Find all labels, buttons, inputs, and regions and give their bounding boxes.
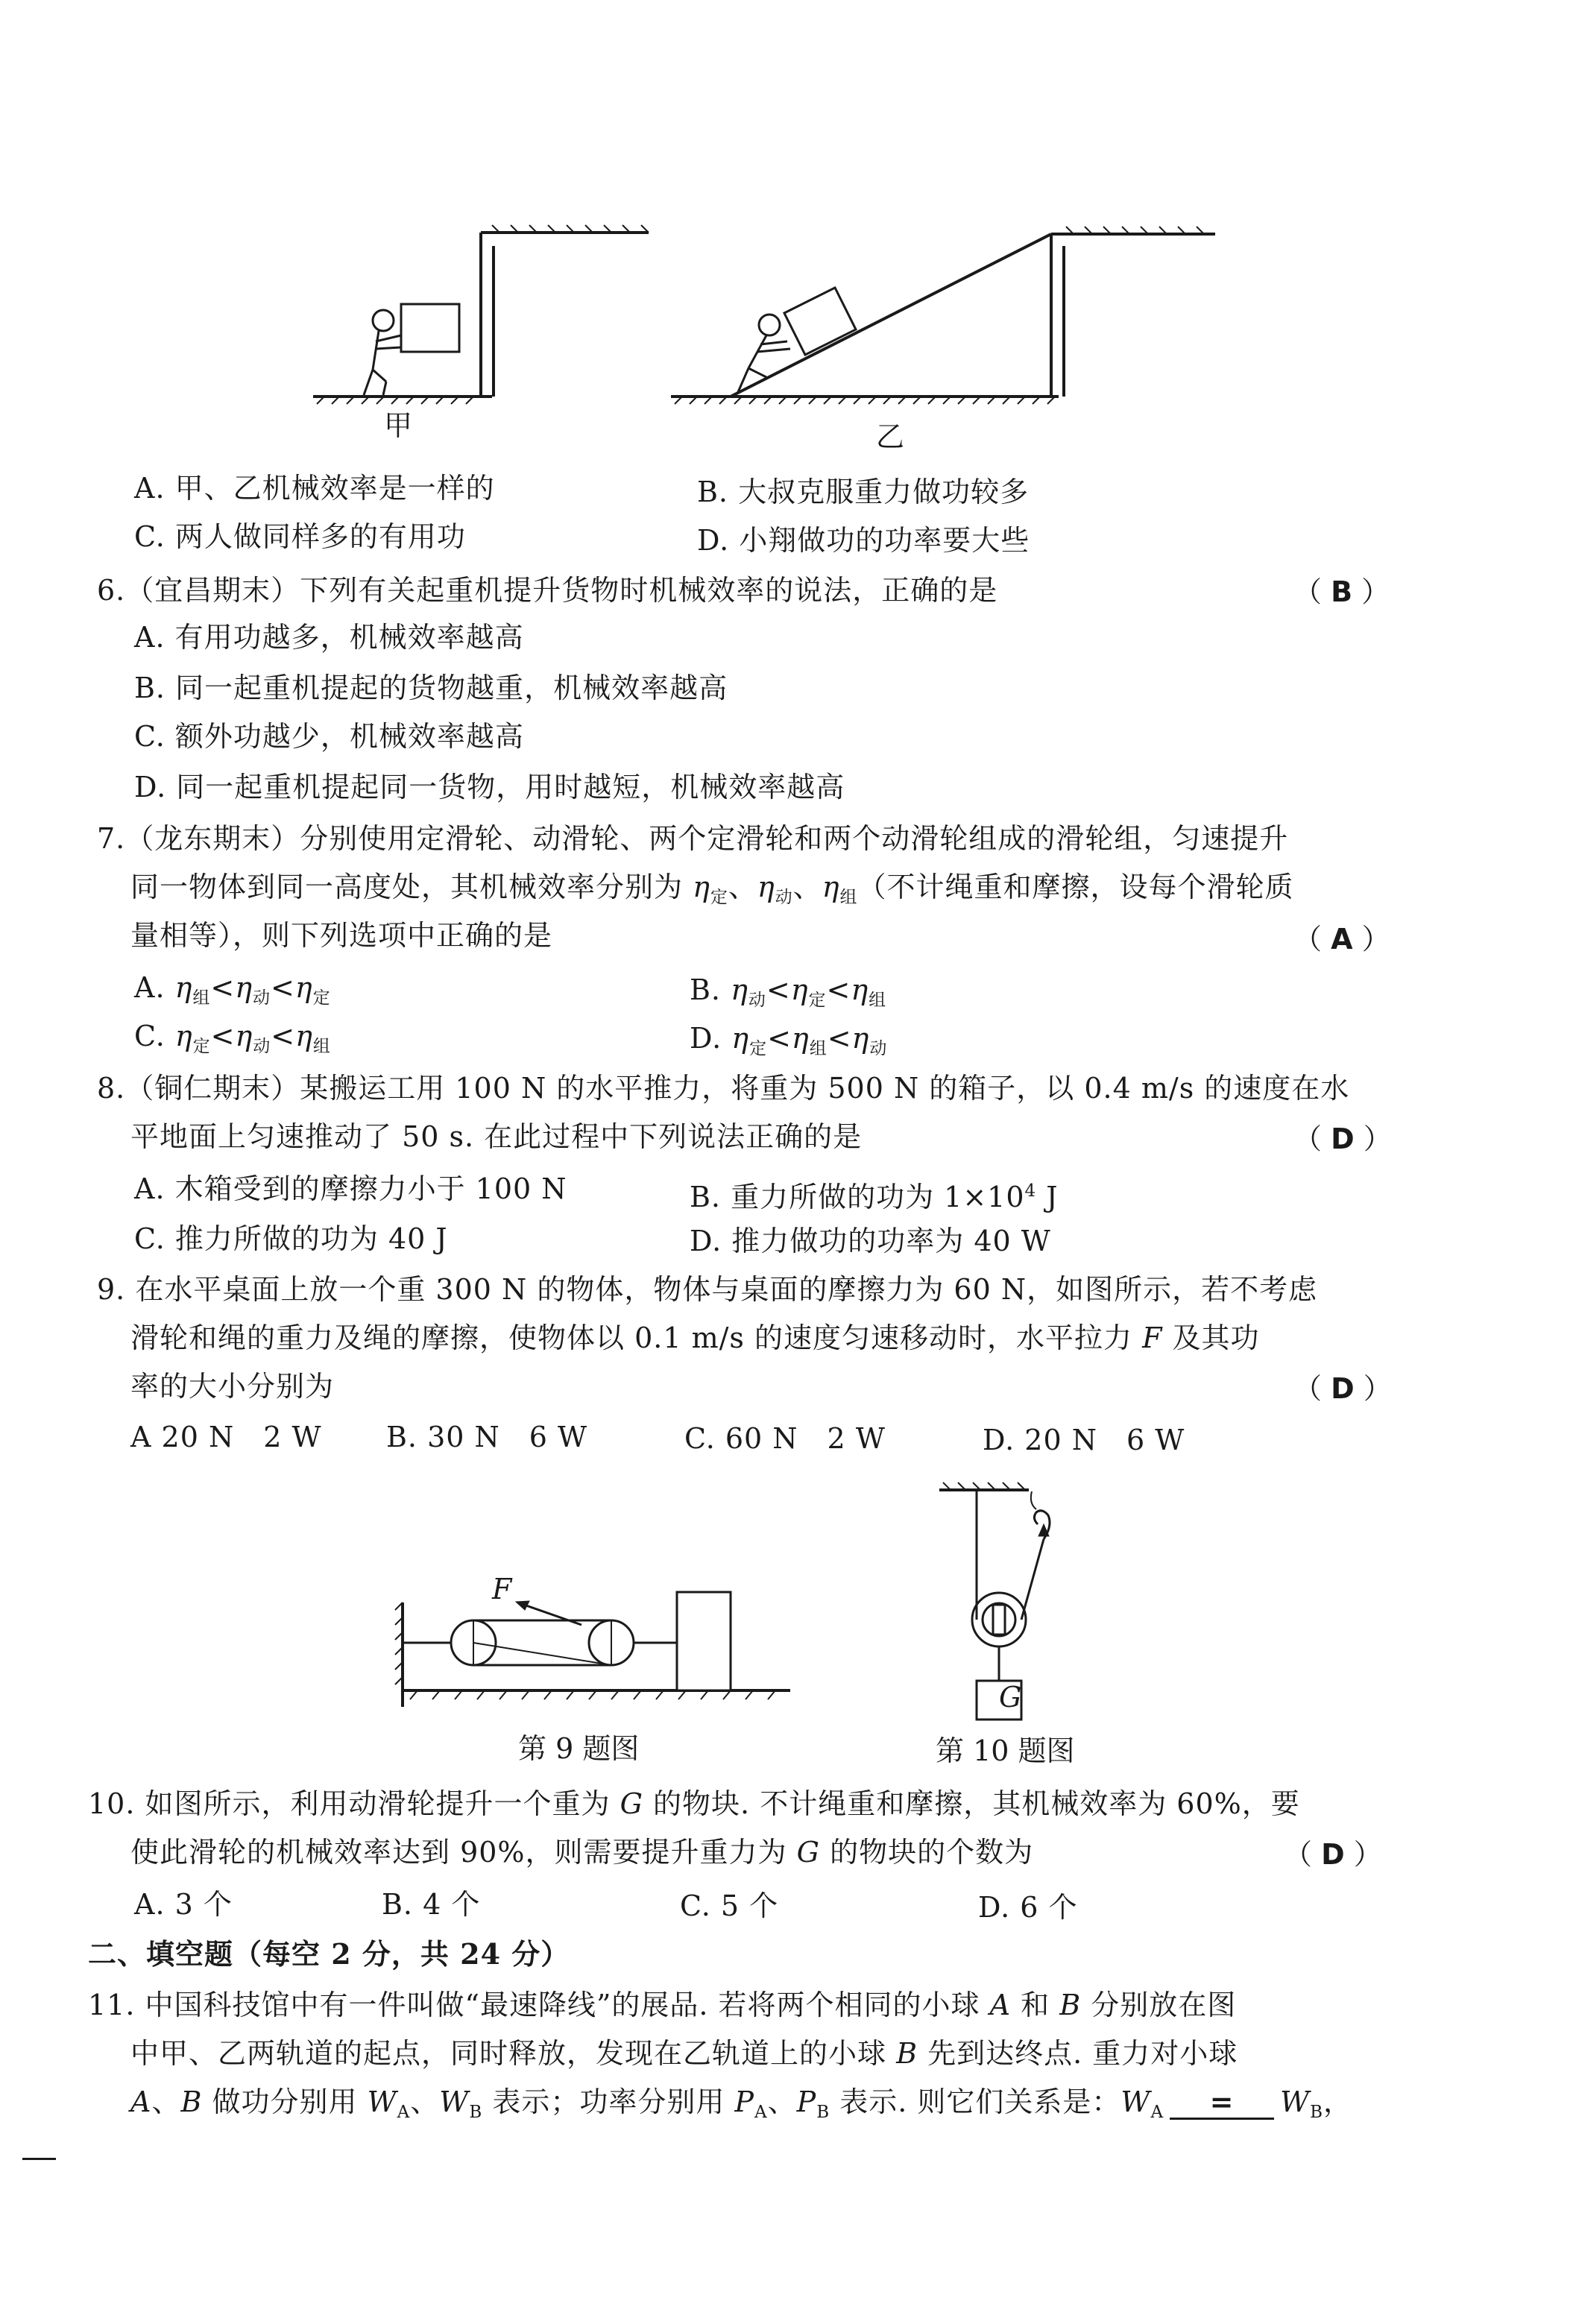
q5-option-b: B. 大叔克服重力做功较多 xyxy=(697,476,1030,508)
q6-option-c: C. 额外功越少，机械效率越高 xyxy=(134,720,524,753)
q7-option-c: C. $\eta_定<\eta_动<\eta_组$ xyxy=(134,1020,331,1056)
figure-yi xyxy=(671,227,1215,404)
margin-mark xyxy=(22,2158,56,2160)
q6-option-b: B. 同一起重机提起的货物越重，机械效率越高 xyxy=(134,672,728,704)
q10-option-d: D. 6 个 xyxy=(978,1891,1078,1924)
q10-figure-caption: 第 10 题图 xyxy=(936,1734,1075,1767)
q9-figure-caption: 第 9 题图 xyxy=(518,1732,640,1765)
q10-line2: 使此滑轮的机械效率达到 90%，则需要提升重力为 G 的物块的个数为 xyxy=(130,1836,1034,1869)
q9-answer-bracket: （ D ） xyxy=(1293,1372,1392,1405)
q8-option-b: B. 重力所做的功为 $1\times 10^4$ J xyxy=(690,1181,1059,1213)
q9-line2: 滑轮和绳的重力及绳的摩擦，使物体以 0.1 m/s 的速度匀速移动时，水平拉力 F 及其功 xyxy=(130,1322,1260,1354)
q5-option-a: A. 甲、乙机械效率是一样的 xyxy=(134,472,495,505)
q7-line2: 同一物体到同一高度处，其机械效率分别为 $\eta_定$、$\eta_动$、$\eta_组$（不计绳重和摩擦，设每个滑轮质 xyxy=(130,871,1294,907)
q11-line1: 11. 中国科技馆中有一件叫做“最速降线”的展品. 若将两个相同的小球 A 和 B 分别放在图 xyxy=(88,1989,1237,2021)
q5-figure xyxy=(298,216,1238,447)
q7-line3: 量相等），则下列选项中正确的是 xyxy=(130,919,553,952)
q8-line2: 平地面上匀速推动了 50 s. 在此过程中下列说法正确的是 xyxy=(130,1120,863,1153)
q6-option-d: D. 同一起重机提起同一货物，用时越短，机械效率越高 xyxy=(134,771,845,803)
q6-option-a: A. 有用功越多，机械效率越高 xyxy=(134,621,524,654)
q9-option-c: C. 60 N 2 W xyxy=(684,1422,886,1455)
q5-option-c: C. 两人做同样多的有用功 xyxy=(134,520,466,553)
q9-answer: D xyxy=(1331,1372,1355,1405)
q9-line1: 9. 在水平桌面上放一个重 300 N 的物体，物体与桌面的摩擦力为 60 N，如图所示，若不考虑 xyxy=(97,1273,1318,1306)
section2-title: 二、填空题（每空 2 分，共 24 分） xyxy=(88,1937,570,1971)
q7-option-b: B. $\eta_动<\eta_定<\eta_组$ xyxy=(690,973,887,1010)
q8-option-a: A. 木箱受到的摩擦力小于 100 N xyxy=(134,1172,567,1205)
q11-line2: 中甲、乙两轨道的起点，同时释放，发现在乙轨道上的小球 B 先到达终点. 重力对小球 xyxy=(130,2037,1238,2070)
q9-option-d: D. 20 N 6 W xyxy=(983,1424,1185,1456)
figure-label-jia: 甲 xyxy=(384,409,413,442)
q10-answer: D xyxy=(1321,1838,1345,1871)
q6-answer: B xyxy=(1331,575,1353,608)
q10-option-c: C. 5 个 xyxy=(680,1889,779,1922)
q7-option-d: D. $\eta_定<\eta_组<\eta_动$ xyxy=(690,1022,888,1058)
q10-option-b: B. 4 个 xyxy=(382,1888,481,1921)
q8-answer: D xyxy=(1331,1122,1355,1155)
figure-label-yi: 乙 xyxy=(876,420,905,453)
q8-answer-bracket: （ D ） xyxy=(1293,1122,1392,1155)
q8-line1: 8.（铜仁期末）某搬运工用 100 N 的水平推力，将重为 500 N 的箱子，以 0.4 m/s 的速度在水 xyxy=(97,1072,1350,1105)
q7-line1: 7.（龙东期末）分别使用定滑轮、动滑轮、两个定滑轮和两个动滑轮组成的滑轮组，匀速提升 xyxy=(97,822,1289,855)
q7-answer-bracket: （ A ） xyxy=(1293,923,1390,956)
q7-answer: A xyxy=(1331,923,1353,956)
q7-option-a: A. $\eta_组<\eta_动<\eta_定$ xyxy=(134,971,331,1008)
q10-option-a: A. 3 个 xyxy=(134,1888,233,1921)
q10-line1: 10. 如图所示，利用动滑轮提升一个重为 G 的物块. 不计绳重和摩擦，其机械效率为 60%，要 xyxy=(88,1787,1300,1820)
q9-line3: 率的大小分别为 xyxy=(130,1370,335,1403)
q8-option-c: C. 推力所做的功为 40 J xyxy=(134,1222,448,1255)
q9-option-b: B. 30 N 6 W xyxy=(386,1421,588,1453)
q9-force-label: F xyxy=(492,1573,512,1605)
q6-stem: 6.（宜昌期末）下列有关起重机提升货物时机械效率的说法，正确的是 xyxy=(97,574,998,607)
q6-answer-bracket: （ B ） xyxy=(1293,575,1390,608)
q11-blank-1[interactable]: = xyxy=(1170,2086,1274,2120)
q10-block-label: G xyxy=(999,1681,1022,1714)
q11-line3: A、B 做功分别用 $W_A$、$W_B$ 表示；功率分别用 $P_A$、$P_B$ 表示. 则它们关系是：$W_A = W_B$， xyxy=(130,2085,1353,2122)
q5-option-d: D. 小翔做功的功率要大些 xyxy=(697,524,1030,557)
q10-answer-bracket: （ D ） xyxy=(1284,1838,1382,1871)
q8-option-d: D. 推力做功的功率为 40 W xyxy=(690,1225,1051,1257)
q9-option-a: A 20 N 2 W xyxy=(130,1421,322,1453)
q9-figure xyxy=(388,1580,805,1722)
figure-jia xyxy=(313,225,649,404)
